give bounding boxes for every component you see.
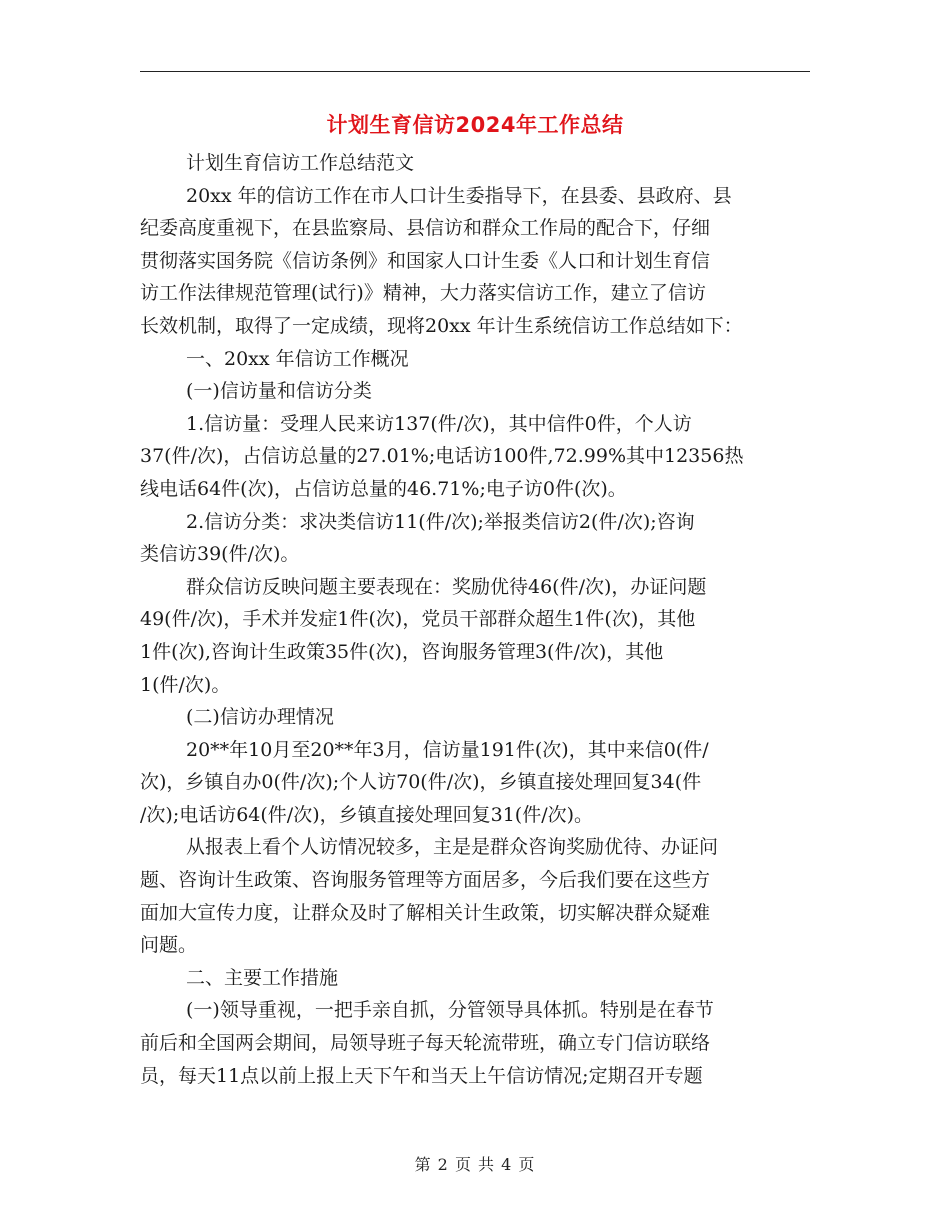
body-line: /次);电话访64(件/次)，乡镇直接处理回复31(件/次)。 xyxy=(140,803,594,826)
body-line: 从报表上看个人访情况较多，主是是群众咨询奖励优待、办证问 xyxy=(186,836,719,859)
body-line: 前后和全国两会期间，局领导班子每天轮流带班，确立专门信访联络 xyxy=(140,1032,711,1055)
body-line: 一、20xx 年信访工作概况 xyxy=(186,347,409,370)
body-line: 线电话64件(次)，占信访总量的46.71%;电子访0件(次)。 xyxy=(140,477,627,500)
body-line: 次)，乡镇自办0(件/次);个人访70(件/次)，乡镇直接处理回复34(件 xyxy=(140,771,702,794)
body-line: 计划生育信访工作总结范文 xyxy=(186,152,415,174)
page-number-footer: 第 2 页 共 4 页 xyxy=(414,1155,536,1174)
body-line: 贯彻落实国务院《信访条例》和国家人口计生委《人口和计划生育信 xyxy=(140,249,711,272)
body-line: 49(件/次)，手术并发症1件(次)，党员干部群众超生1件(次)，其他 xyxy=(140,608,696,631)
body-line: (一)领导重视，一把手亲自抓，分管领导具体抓。特别是在春节 xyxy=(186,999,714,1022)
body-line: (二)信访办理情况 xyxy=(186,706,334,729)
body-line: 1.信访量：受理人民来访137(件/次)，其中信件0件，个人访 xyxy=(186,412,692,435)
document-body xyxy=(140,147,812,1092)
header-rule xyxy=(140,71,810,72)
body-line: 1(件/次)。 xyxy=(140,673,231,696)
body-line: 2.信访分类：求决类信访11(件/次);举报类信访2(件/次);咨询 xyxy=(186,510,695,533)
body-line: 20**年10月至20**年3月，信访量191件(次)，其中来信0(件/ xyxy=(186,738,709,761)
body-line: 二、主要工作措施 xyxy=(186,966,339,989)
body-line: 题、咨询计生政策、咨询服务管理等方面居多，今后我们要在这些方 xyxy=(140,869,711,892)
body-line: 20xx 年的信访工作在市人口计生委指导下，在县委、县政府、县 xyxy=(186,184,732,207)
body-line: 面加大宣传力度，让群众及时了解相关计生政策，切实解决群众疑难 xyxy=(140,901,711,924)
body-line: 37(件/次)，占信访总量的27.01%;电话访100件,72.99%其中12356热 xyxy=(140,445,744,468)
body-line: 1件(次),咨询计生政策35件(次)，咨询服务管理3(件/次)，其他 xyxy=(140,640,664,663)
body-line: 访工作法律规范管理(试行)》精神，大力落实信访工作，建立了信访 xyxy=(140,282,706,305)
body-line: 群众信访反映问题主要表现在：奖励优待46(件/次)，办证问题 xyxy=(186,575,707,598)
body-line: 类信访39(件/次)。 xyxy=(140,543,300,566)
body-line: 长效机制，取得了一定成绩，现将20xx 年计生系统信访工作总结如下： xyxy=(140,314,743,337)
body-line: 纪委高度重视下，在县监察局、县信访和群众工作局的配合下，仔细 xyxy=(140,217,711,240)
document-title: 计划生育信访2024年工作总结 xyxy=(326,113,624,137)
body-line: 员，每天11点以前上报上天下午和当天上午信访情况;定期召开专题 xyxy=(140,1064,703,1087)
body-line: (一)信访量和信访分类 xyxy=(186,380,372,403)
body-line: 问题。 xyxy=(140,934,198,957)
